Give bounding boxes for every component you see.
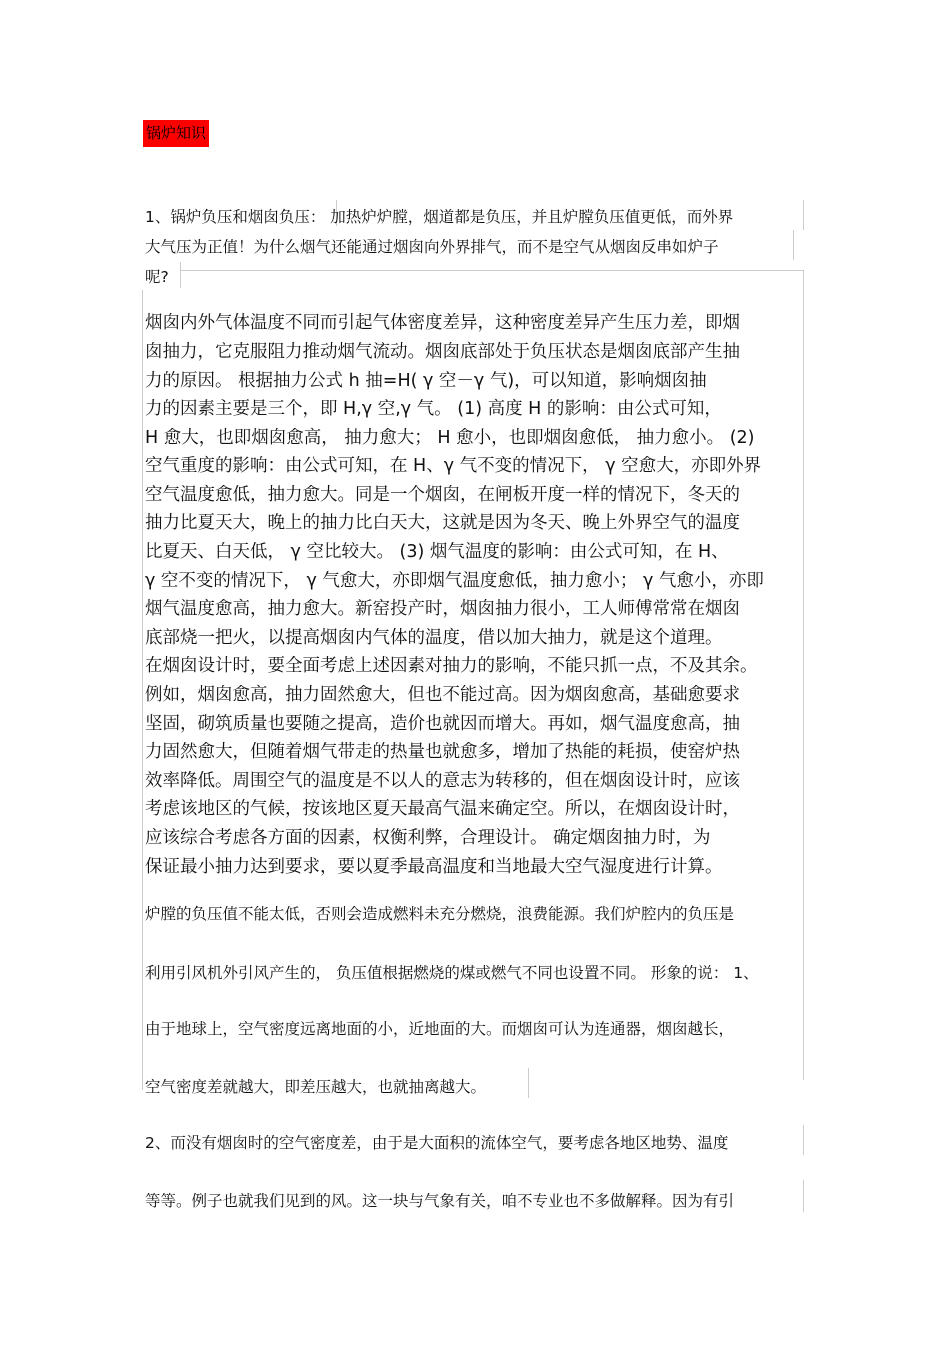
divider	[180, 270, 804, 271]
divider	[803, 1180, 804, 1212]
divider	[803, 1125, 804, 1155]
divider	[528, 1068, 529, 1098]
divider	[793, 230, 794, 260]
body-line: γ 空不变的情况下， γ 气愈大，亦即烟气温度愈低，抽力愈小； γ 气愈小，亦即	[145, 571, 764, 591]
body-line: 考虑该地区的气候，按该地区夏天最高气温来确定空。所以，在烟囱设计时，	[145, 799, 740, 819]
page-title: 锅炉知识	[143, 120, 209, 147]
body-line: 效率降低。周围空气的温度是不以人的意志为转移的，但在烟囱设计时，应该	[145, 771, 740, 791]
body-line: 例如，烟囱愈高，抽力固然愈大，但也不能过高。因为烟囱愈高，基础愈要求	[145, 685, 740, 705]
question-line: 1、锅炉负压和烟囱负压： 加热炉炉膛，烟道都是负压，并且炉膛负压值更低，而外界	[145, 208, 734, 226]
body-line: 空气温度愈低，抽力愈大。同是一个烟囱，在闸板开度一样的情况下，冬天的	[145, 485, 740, 505]
body-line: 空气重度的影响：由公式可知，在 H、γ 气不变的情况下， γ 空愈大，亦即外界	[145, 456, 762, 476]
body-line: 烟囱内外气体温度不同而引起气体密度差异，这种密度差异产生压力差，即烟	[145, 313, 740, 333]
body-line: 烟气温度愈高，抽力愈大。新窑投产时，烟囱抽力很小，工人师傅常常在烟囱	[145, 599, 740, 619]
section2-line: 利用引风机外引风产生的， 负压值根据燃烧的煤或燃气不同也设置不同。 形象的说： 1、	[145, 964, 759, 982]
body-line: 保证最小抽力达到要求，要以夏季最高温度和当地最大空气湿度进行计算。	[145, 857, 723, 877]
section2-line: 由于地球上，空气密度远离地面的小，近地面的大。而烟囱可认为连通器，烟囱越长，	[145, 1020, 735, 1038]
section2-line: 等等。例子也就我们见到的风。这一块与气象有关，咱不专业也不多做解释。因为有引	[145, 1192, 735, 1210]
question-line: 大气压为正值！为什么烟气还能通过烟囱向外界排气，而不是空气从烟囱反串如炉子	[145, 238, 719, 256]
body-line: 坚固，砌筑质量也要随之提高，造价也就因而增大。再如，烟气温度愈高，抽	[145, 714, 740, 734]
body-line: 力的原因。 根据抽力公式 h 抽=H( γ 空－γ 气)，可以知道，影响烟囱抽	[145, 371, 707, 391]
body-line: 力固然愈大，但随着烟气带走的热量也就愈多，增加了热能的耗损，使窑炉热	[145, 742, 740, 762]
body-line: 在烟囱设计时，要全面考虑上述因素对抽力的影响，不能只抓一点，不及其余。	[145, 656, 758, 676]
divider	[803, 270, 804, 1080]
section2-line: 2、而没有烟囱时的空气密度差，由于是大面积的流体空气，要考虑各地区地势、温度	[145, 1134, 729, 1152]
body-line: H 愈大，也即烟囱愈高， 抽力愈大； H 愈小，也即烟囱愈低， 抽力愈小。 (2)	[145, 428, 755, 448]
body-line: 力的因素主要是三个，即 H,γ 空,γ 气。 (1) 高度 H 的影响：由公式可知，	[145, 399, 722, 419]
question-line: 呢?	[145, 268, 169, 286]
divider	[803, 200, 804, 230]
body-line: 抽力比夏天大，晚上的抽力比白天大，这就是因为冬天、晚上外界空气的温度	[145, 513, 740, 533]
section2-line: 炉膛的负压值不能太低，否则会造成燃料未充分燃烧，浪费能源。我们炉腔内的负压是	[145, 905, 735, 923]
section2-line: 空气密度差就越大，即差压越大，也就抽离越大。	[145, 1078, 487, 1096]
body-line: 应该综合考虑各方面的因素，权衡利弊，合理设计。 确定烟囱抽力时，为	[145, 828, 711, 848]
body-line: 比夏天、白天低， γ 空比较大。 (3) 烟气温度的影响：由公式可知，在 H、	[145, 542, 729, 562]
body-line: 囱抽力，它克服阻力推动烟气流动。烟囱底部处于负压状态是烟囱底部产生抽	[145, 342, 740, 362]
divider	[142, 290, 143, 1090]
divider	[180, 262, 181, 288]
body-line: 底部烧一把火，以提高烟囱内气体的温度，借以加大抽力，就是这个道理。	[145, 628, 723, 648]
